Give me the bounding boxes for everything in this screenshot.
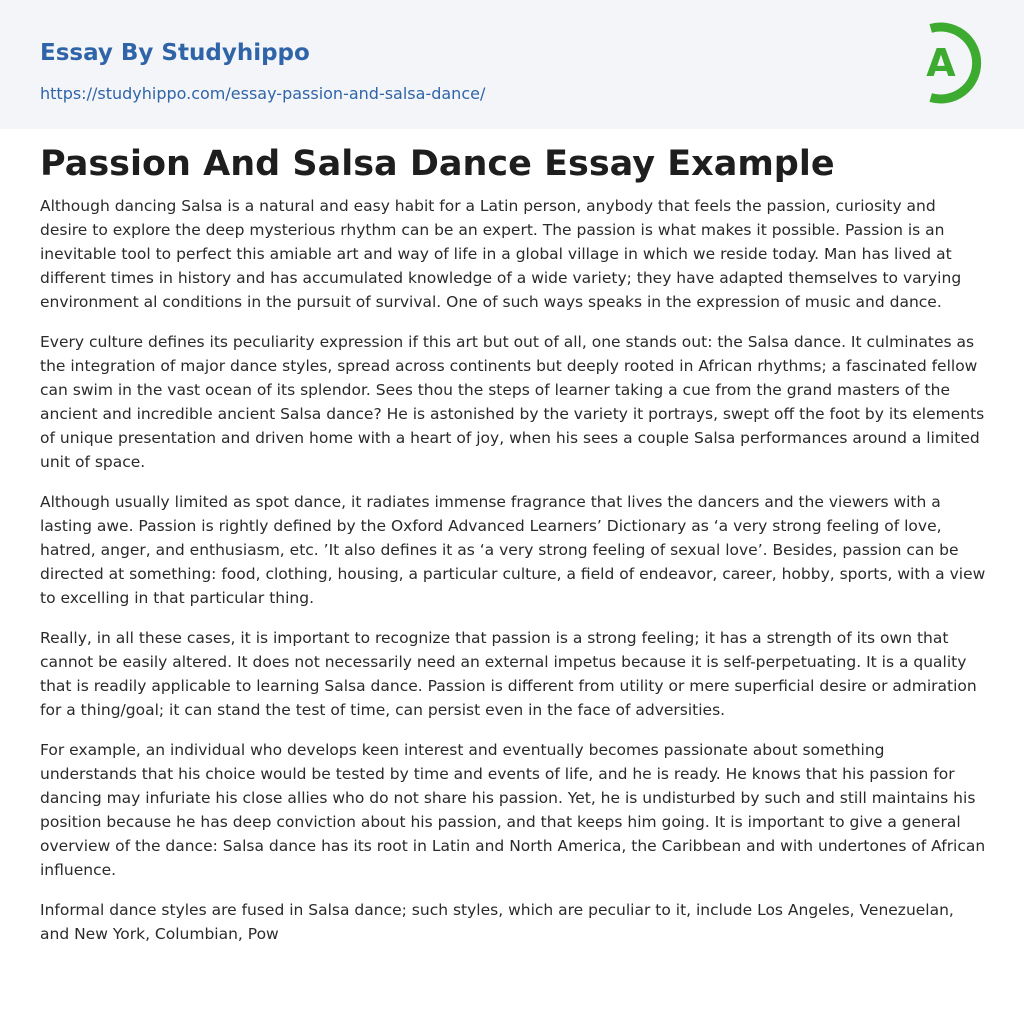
site-title[interactable]: Essay By Studyhippo	[40, 40, 310, 66]
essay-paragraph: Although usually limited as spot dance, it radiates immense fragrance that lives the dancers and the viewers with a lasting awe. Passion is rightly defined by the Oxford Advanced Learners’ Dictionary as ‘a very strong feeling of love, hatred, anger, and enthusiasm, etc. ’It also defines it as ‘a very strong feeling of sexual love’. Besides, passion can be directed at something: food, clothing, housing, a particular culture, a field of endeavor, career, hobby, sports, with a view to excelling in that particular thing.	[40, 493, 986, 607]
page-url-link[interactable]: https://studyhippo.com/essay-passion-and-salsa-dance/	[40, 84, 486, 103]
essay-body	[40, 194, 986, 962]
page-title: Passion And Salsa Dance Essay Example	[40, 144, 835, 184]
essay-paragraph: For example, an individual who develops keen interest and eventually becomes passionate about something understands that his choice would be tested by time and events of life, and he is ready. He knows that his passion for dancing may infuriate his close allies who do not share his passion. Yet, he is undisturbed by such and still maintains his position because he has deep conviction about his passion, and that keeps him going. It is important to give a general overview of the dance: Salsa dance has its root in Latin and North America, the Caribbean and with undertones of African influence.	[40, 741, 986, 879]
essay-paragraph: Every culture defines its peculiarity expression if this art but out of all, one stands out: the Salsa dance. It culminates as the integration of major dance styles, spread across continents but deeply rooted in African rhythms; a fascinated fellow can swim in the vast ocean of its splendor. Sees thou the steps of learner taking a cue from the grand masters of the ancient and incredible ancient Salsa dance? He is astonished by the variety it portrays, swept off the foot by its elements of unique presentation and driven home with a heart of joy, when his sees a couple Salsa performances around a limited unit of space.	[40, 333, 985, 471]
logo-letter: A	[926, 41, 956, 85]
essay-paragraph: Informal dance styles are fused in Salsa dance; such styles, which are peculiar to it, include Los Angeles, Venezuelan, and New York, Columbian, Pow	[40, 901, 954, 943]
studyhippo-logo-icon[interactable]	[908, 18, 988, 106]
essay-paragraph: Although dancing Salsa is a natural and easy habit for a Latin person, anybody that feels the passion, curiosity and desire to explore the deep mysterious rhythm can be an expert. The passion is what makes it possible. Passion is an inevitable tool to perfect this amiable art and way of life in a global village in which we reside today. Man has lived at different times in history and has accumulated knowledge of a wide variety; they have adapted themselves to varying environment al conditions in the pursuit of survival. One of such ways speaks in the expression of music and dance.	[40, 197, 962, 311]
site-header	[0, 0, 1024, 129]
essay-paragraph: Really, in all these cases, it is important to recognize that passion is a strong feeling; it has a strength of its own that cannot be easily altered. It does not necessarily need an external impetus because it is self-perpetuating. It is a quality that is readily applicable to learning Salsa dance. Passion is different from utility or mere superficial desire or admiration for a thing/goal; it can stand the test of time, can persist even in the face of adversities.	[40, 629, 977, 719]
